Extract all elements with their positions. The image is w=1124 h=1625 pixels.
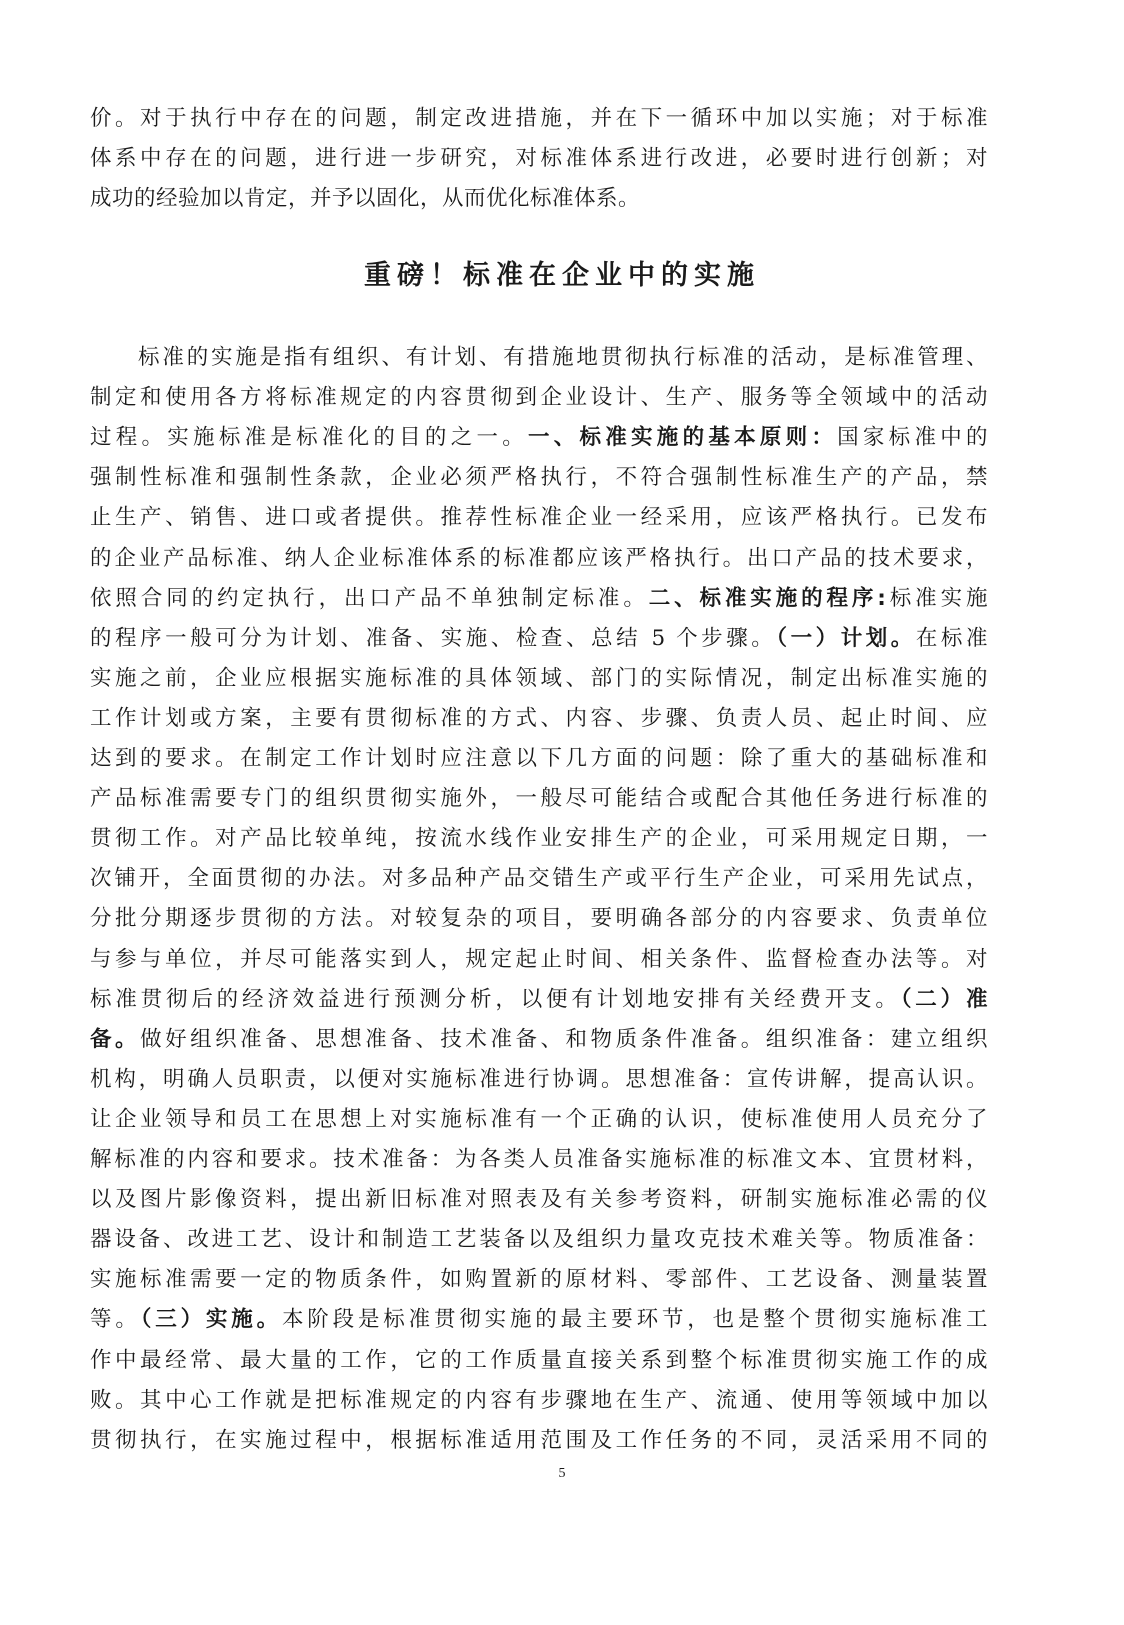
text-run: 败。其中心工作就是把标准规定的内容有步骤地在生产、流通、使用等领域中加以 — [90, 1388, 988, 1413]
bold-heading-run: （三）实施。 — [140, 1307, 282, 1332]
text-run: 解标准的内容和要求。技术准备：为各类人员准备实施标准的标准文本、宜贯材料， — [90, 1147, 988, 1172]
text-run: 强制性标准和强制性条款，企业必须严格执行，不符合强制性标准生产的产品，禁 — [90, 465, 988, 490]
text-run: 等。 — [90, 1307, 141, 1332]
text-line: 成功的经验加以肯定，并予以固化，从而优化标准体系。 — [90, 186, 641, 211]
text-run: 与参与单位，并尽可能落实到人，规定起止时间、相关条件、监督检查办法等。对 — [90, 947, 988, 972]
text-line — [90, 659, 988, 699]
text-line — [90, 899, 988, 939]
text-run: 本阶段是标准贯彻实施的最主要环节，也是整个贯彻实施标准工 — [281, 1307, 988, 1332]
text-line — [90, 498, 988, 538]
text-run: 在标准 — [915, 626, 988, 651]
text-line — [90, 1300, 988, 1340]
text-line — [90, 458, 988, 498]
text-run: 标准实施 — [886, 586, 988, 611]
text-run: 实施标准需要一定的物质条件，如购置新的原材料、零部件、工艺设备、测量装置 — [90, 1267, 988, 1292]
text-line — [90, 418, 988, 458]
text-run: 实施之前，企业应根据实施标准的具体领域、部门的实际情况，制定出标准实施的 — [90, 666, 988, 691]
text-run: 贯彻工作。对产品比较单纯，按流水线作业安排生产的企业，可采用规定日期，一 — [90, 826, 988, 851]
text-line — [90, 619, 988, 659]
text-run: 制定和使用各方将标准规定的内容贯彻到企业设计、生产、服务等全领域中的活动 — [90, 385, 988, 410]
text-run: 依照合同的约定执行，出口产品不单独制定标准。 — [90, 586, 649, 611]
text-line — [138, 338, 988, 378]
text-line — [90, 579, 988, 619]
text-run: 工作计划或方案，主要有贯彻标准的方式、内容、步骤、负责人员、起止时间、应 — [90, 706, 988, 731]
text-run: 机构，明确人员职责，以便对实施标准进行协调。思想准备：宣传讲解，提高认识。 — [90, 1067, 988, 1092]
bold-heading-run: （二）准 — [900, 987, 988, 1012]
text-run: 作中最经常、最大量的工作，它的工作质量直接关系到整个标准贯彻实施工作的成 — [90, 1348, 988, 1373]
text-run: 达到的要求。在制定工作计划时应注意以下几方面的问题：除了重大的基础标准和 — [90, 746, 988, 771]
text-line — [90, 539, 988, 579]
text-line — [90, 1060, 988, 1100]
text-run: 过程。实施标准是标准化的目的之一。 — [90, 425, 528, 450]
text-run: 的企业产品标准、纳人企业标准体系的标准都应该严格执行。出口产品的技术要求， — [90, 546, 988, 571]
text-line — [90, 378, 988, 418]
text-line — [90, 1100, 988, 1140]
text-line — [90, 1341, 988, 1381]
text-run: 止生产、销售、进口或者提供。推荐性标准企业一经采用，应该严格执行。已发布 — [90, 505, 988, 530]
text-run: 标准贯彻后的经济效益进行预测分析，以便有计划地安排有关经费开支。 — [90, 987, 901, 1012]
page-number: 5 — [558, 1466, 566, 1481]
text-line — [90, 1421, 988, 1461]
text-line — [90, 1260, 988, 1300]
text-line — [90, 739, 988, 779]
text-line — [90, 1020, 988, 1060]
text-line — [90, 699, 988, 739]
text-run: 标准的实施是指有组织、有计划、有措施地贯彻执行标准的活动，是标准管理、 — [138, 345, 988, 370]
text-run: 以及图片影像资料，提出新旧标准对照表及有关参考资料，研制实施标准必需的仪 — [90, 1187, 988, 1212]
text-line — [90, 1220, 988, 1260]
text-run: 的程序一般可分为计划、准备、实施、检查、总结 5 个步骤。 — [90, 626, 777, 651]
text-run: 产品标准需要专门的组织贯彻实施外，一般尽可能结合或配合其他任务进行标准的 — [90, 786, 988, 811]
bold-heading-run: （一）计划。 — [776, 626, 916, 651]
text-run: 国家标准中的 — [837, 425, 988, 450]
text-line — [90, 940, 988, 980]
text-line — [90, 1140, 988, 1180]
bold-heading-run: 一、标准实施的基本原则： — [527, 425, 838, 450]
text-line — [90, 980, 988, 1020]
text-line — [90, 1180, 988, 1220]
text-run: 分批分期逐步贯彻的方法。对较复杂的项目，要明确各部分的内容要求、负责单位 — [90, 906, 988, 931]
text-line: 体系中存在的问题，进行进一步研究，对标准体系进行改进，必要时进行创新；对 — [90, 146, 988, 171]
text-line: 价。对于执行中存在的问题，制定改进措施，并在下一循环中加以实施；对于标准 — [90, 106, 988, 131]
text-run: 让企业领导和员工在思想上对实施标准有一个正确的认识，使标准使用人员充分了 — [90, 1107, 988, 1132]
text-line — [90, 1381, 988, 1421]
bold-heading-run: 备。 — [90, 1027, 141, 1052]
text-line — [90, 779, 988, 819]
text-run: 做好组织准备、思想准备、技术准备、和物质条件准备。组织准备：建立组织 — [140, 1027, 988, 1052]
section-title: 重磅！标准在企业中的实施 — [364, 260, 760, 291]
text-line — [90, 819, 988, 859]
text-run: 次铺开，全面贯彻的办法。对多品种产品交错生产或平行生产企业，可采用先试点， — [90, 866, 988, 891]
text-line — [90, 859, 988, 899]
text-run: 器设备、改进工艺、设计和制造工艺装备以及组织力量攻克技术难关等。物质准备： — [90, 1227, 988, 1252]
bold-heading-run: 二、标准实施的程序: — [648, 586, 887, 611]
text-run: 贯彻执行，在实施过程中，根据标准适用范围及工作任务的不同，灵活采用不同的 — [90, 1428, 988, 1453]
